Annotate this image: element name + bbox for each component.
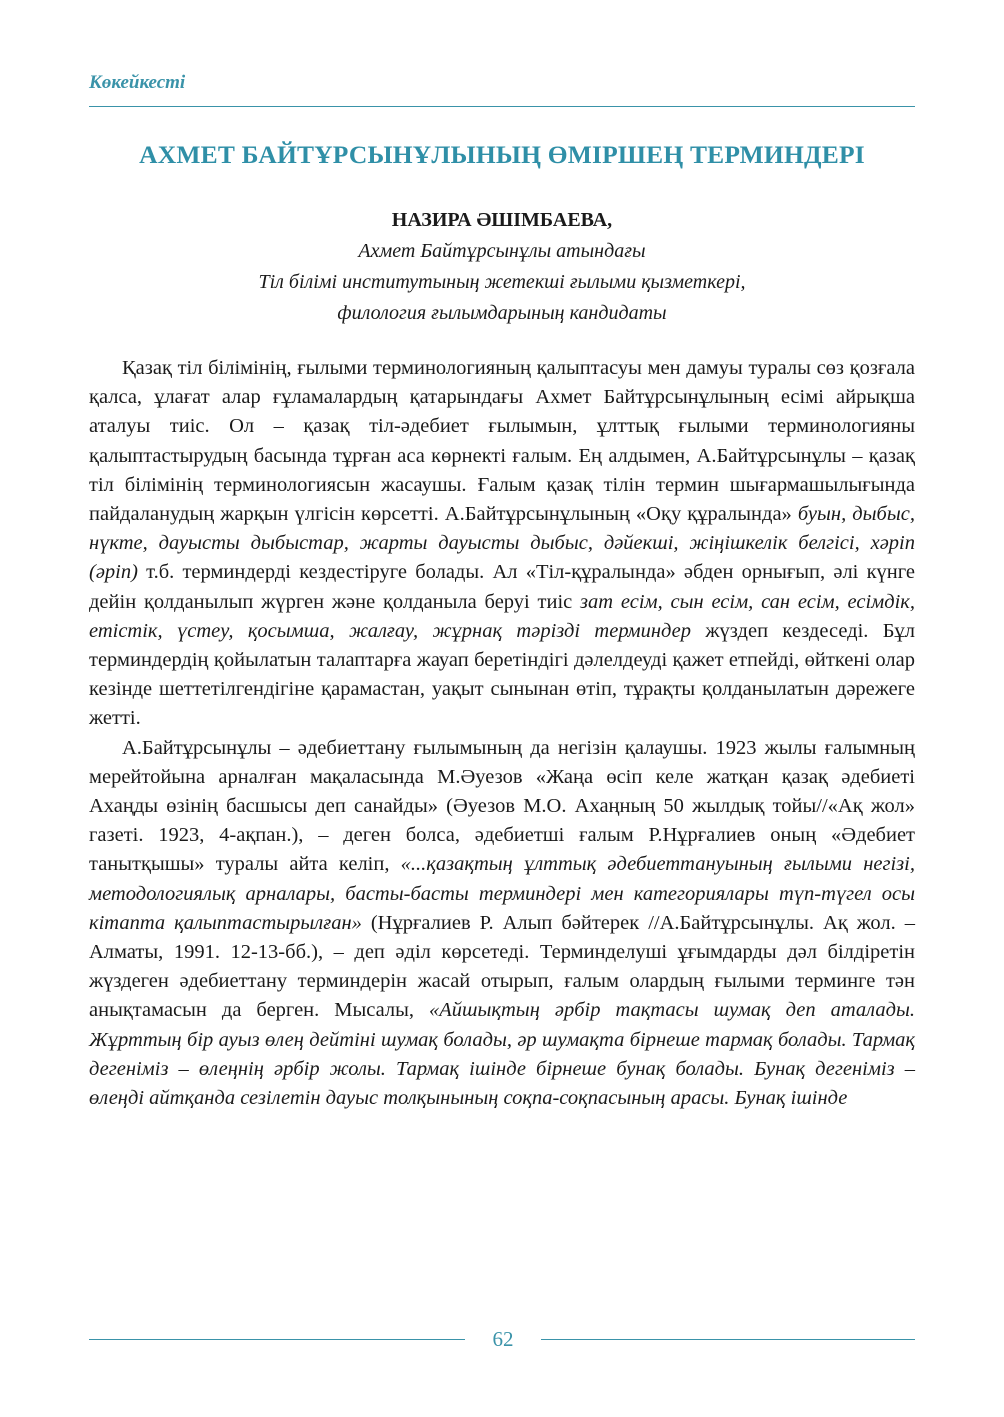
author-affiliation-line-2: Тіл білімі институтының жетекші ғылыми қызметкері, bbox=[258, 271, 746, 293]
author-block bbox=[89, 205, 915, 329]
footer-divider-right bbox=[541, 1339, 915, 1340]
paragraph-1-italic-terms-a: буын, дыбыс, нүкте, дауысты дыбыстар, жарты дауысты дыбыс, дәйекші, жіңішкелік белгісі, хәріп (әріп) bbox=[89, 503, 915, 584]
author-affiliation-line-3: филология ғылымдарының кандидаты bbox=[337, 302, 667, 324]
header-divider bbox=[89, 106, 915, 107]
article-title: АХМЕТ БАЙТҰРСЫНҰЛЫНЫҢ ӨМІРШЕҢ ТЕРМИНДЕРІ bbox=[139, 140, 865, 169]
page-number: 62 bbox=[492, 1327, 514, 1351]
paragraph-2-italic-quote-b: «Айшықтың әрбір тақтасы шумақ деп аталады. Жұрттың бір ауыз өлең дейтіні шумақ болады, әр шумақта бірнеше тармақ болады. Тармақ дегеніміз – өлеңнің әрбір жолы. Тармақ ішінде бірнеше бунақ болады. Бунақ дегеніміз – өлеңді айтқанда сезілетін дауыс толқынының соқпа-соқпасының арасы. Бунақ ішінде bbox=[89, 999, 915, 1110]
paragraph-1-text-b: т.б. терминдерді кездестіруге болады. Ал «Тіл-құралында» әбден орнығып, әлі күнге дейін қолданылып жүрген және қолданыла беруі тиіс bbox=[89, 561, 915, 613]
paragraph-1-italic-terms-b: зат есім, сын есім, сан есім, есімдік, етістік, үстеу, қосымша, жалғау, жұрнақ тәрізді терминдер bbox=[89, 590, 915, 642]
paragraph-2-text-a: А.Байтұрсынұлы – әдебиеттану ғылымының да негізін қалаушы. 1923 жылы ғалымның мерейтойына арналған мақаласында М.Әуезов «Жаңа өсіп келе жатқан қазақ әдебиеті Ахаңды өзінің басшысы деп санайды» (Әуезов М.О. Ахаңның 50 жылдық тойы//«Ақ жол» газеті. 1923, 4-ақпан.), – деген болса, әдебиетші ғалым Р.Нұрғалиев оның «Әдебиет танытқышы» туралы айта келіп, bbox=[89, 736, 915, 876]
paragraph-2-text-b: (Нұрғалиев Р. Алып бәйтерек //А.Байтұрсынұлы. Ақ жол. –Алматы, 1991. 12-13-бб.), – деп әділ көрсетеді. Терминделуші ұғымдарды дәл білдіретін жүздеген әдебиеттану терминдерін жасай отырып, ғалым олардың ғылыми терминге тән анықтамасын да берген. Мысалы, bbox=[89, 911, 915, 1022]
paragraph-1-text-c: жүздеп кездеседі. Бұл терминдердің қойылатын талаптарға жауап беретіндігі дәлелдеуді қажет етпейді, өйткені олар кезінде шеттетілгендігіне қарамастан, уақыт сынынан өтіп, тұрақты қолданылатын дәрежеге жетті. bbox=[89, 619, 916, 730]
section-label: Көкейкесті bbox=[89, 72, 186, 93]
author-name: НАЗИРА ӘШІМБАЕВА, bbox=[391, 209, 613, 231]
article-body bbox=[89, 354, 915, 1113]
paragraph-2-italic-quote-a: «...қазақтың ұлттық әдебиеттануының ғылыми негізі, методологиялық арналары, басты-басты терминдері мен категориялары түп-түгел осы кітапта қалыптастырылған» bbox=[89, 853, 915, 934]
paragraph-1 bbox=[89, 354, 915, 734]
paragraph-2 bbox=[89, 734, 915, 1114]
footer-divider-left bbox=[89, 1339, 465, 1340]
author-affiliation-line-1: Ахмет Байтұрсынұлы атындағы bbox=[358, 240, 646, 262]
paragraph-1-text-a: Қазақ тіл білімінің, ғылыми терминологияның қалыптасуы мен дамуы туралы сөз қозғала қалса, ұлағат алар ғұламалардың қатарындағы Ахмет Байтұрсынұлының есімі айрықша аталуы тиіс. Ол – қазақ тіл-әдебиет ғылымын, ұлттық ғылыми терминологияны қалыптастырудың басында тұрған аса көрнекті ғалым. Ең алдымен, А.Байтұрсынұлы – қазақ тіл білімінің терминологиясын жасаушы. Ғалым қазақ тілін термин шығармашылығында пайдаланудың жарқын үлгісін көрсетті. А.Байтұрсынұлының «Оқу құралында» bbox=[89, 357, 915, 526]
